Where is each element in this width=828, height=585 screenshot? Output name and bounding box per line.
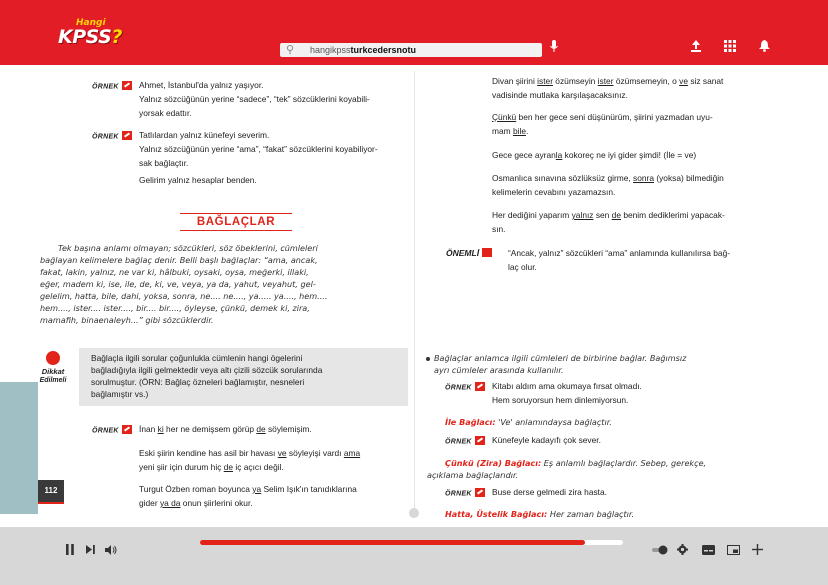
example-line: Hem soruyorsun hem dinlemiyorsun. xyxy=(492,395,629,405)
underlined-word: bile xyxy=(512,126,526,136)
ornek-text: ÖRNEK xyxy=(92,83,119,91)
book-page xyxy=(0,65,828,527)
text: yeni şiir için durum hiç xyxy=(139,462,224,472)
text: (yoksa) bilmediğin xyxy=(654,173,724,183)
rule-text: 'Ve' anlamındaysa bağlaçtır. xyxy=(495,417,612,427)
logo-mark: ? xyxy=(111,26,122,48)
text: ben her gece seni düşünürüm, şiirini yazmadan uyu- xyxy=(516,112,713,122)
search-bar[interactable] xyxy=(280,43,542,57)
rule-line xyxy=(445,458,706,470)
underlined-word: sonra xyxy=(633,173,654,183)
ornek-label xyxy=(92,132,132,141)
note-line: Bağlaçla ilgili sorular çoğunlukla cümlenin hangi ögelerini xyxy=(91,353,303,363)
underlined-word: ve xyxy=(679,76,688,86)
text: Eski şiirin kendine has asil bir havası xyxy=(139,448,278,458)
rule-text: Eş anlamlı bağlaçlardır. Sebep, gerekçe, xyxy=(541,458,707,468)
rule-line: açıklama bağlaçlarıdır. xyxy=(427,470,519,480)
paragraph-line: eğer, madem ki, ise, ile, de, ki, ve, veya, ya da, yahut, veyahut, gel- xyxy=(40,279,316,289)
example-line xyxy=(492,125,528,138)
rule-heading: İle Bağlacı: xyxy=(445,417,496,427)
example-line: vadisinde mutlaka karşılaşacaksınız. xyxy=(492,90,628,100)
dikkat-badge xyxy=(32,351,74,385)
ornek-text: ÖRNEK xyxy=(445,490,472,498)
paragraph-line: gelelim, hatta, bile, dahi, yoksa, sonra, ne.... ne...., ya..... ya...., hem.... xyxy=(40,291,328,301)
example-line: Künefeyle kadayıfı çok sever. xyxy=(492,435,601,445)
underlined-word: ki xyxy=(157,424,164,434)
text: . xyxy=(525,126,529,136)
example-line xyxy=(492,172,724,185)
example-line xyxy=(139,483,357,496)
text: söylemişim. xyxy=(265,424,312,434)
text: her ne demişsem görüp xyxy=(163,424,257,434)
example-line xyxy=(492,149,696,162)
onemli-line: “Ancak, yalnız” sözcükleri “ama” anlamında kullanılırsa bağ- xyxy=(508,248,731,258)
example-line xyxy=(139,423,312,436)
text: özümseyin xyxy=(552,76,598,86)
example-line: sın. xyxy=(492,224,506,234)
underlined-word: de xyxy=(256,424,266,434)
example-line: Tatlılardan yalnız künefeyi severim. xyxy=(139,130,270,140)
logo-main xyxy=(58,26,122,48)
example-line xyxy=(139,461,284,474)
text: söyleyişi vardı xyxy=(286,448,344,458)
page-divider-handle[interactable] xyxy=(409,508,419,518)
subtitles-icon[interactable] xyxy=(702,544,715,559)
text: benim dediklerimi yapacak- xyxy=(621,210,725,220)
page-number-accent xyxy=(38,502,64,504)
pause-icon[interactable] xyxy=(66,544,74,559)
underlined-word: la xyxy=(555,150,563,160)
text: iç açıcı değil. xyxy=(233,462,284,472)
example-line: Ahmet, İstanbul'da yalnız yaşıyor. xyxy=(139,80,264,90)
example-line: yorsak edattır. xyxy=(139,108,192,118)
text: özümsemeyin, o xyxy=(613,76,680,86)
logo[interactable] xyxy=(58,18,128,52)
underlined-word: yalnız xyxy=(571,210,594,220)
onemli-text: ÖNEMLİ xyxy=(446,248,480,258)
autoplay-toggle[interactable] xyxy=(652,544,668,559)
example-line: kelimelerin cevabını yazamazsın. xyxy=(492,187,616,197)
underlined-word: de xyxy=(611,210,621,220)
underlined-word: ya xyxy=(252,484,262,494)
progress-fill xyxy=(200,540,585,545)
text: onun şiirlerini okur. xyxy=(180,498,253,508)
miniplayer-icon[interactable] xyxy=(727,544,740,559)
page-number: 112 xyxy=(38,480,64,502)
pencil-icon xyxy=(122,131,132,140)
onemli-label xyxy=(446,248,492,258)
pencil-icon xyxy=(475,382,485,391)
underlined-word: ve xyxy=(277,448,287,458)
heart-icon xyxy=(482,248,492,257)
top-bar xyxy=(0,0,828,65)
page-side-strip xyxy=(0,382,38,514)
player-controls xyxy=(0,527,828,585)
ornek-label xyxy=(445,383,485,392)
text: siz sanat xyxy=(688,76,724,86)
paragraph-line: hem...., ister.... ister...., bir.... bir...., öyleyse, çünkü, demek ki, zira, xyxy=(40,303,310,313)
example-line: Kitabı aldım ama okumaya fırsat olmadı. xyxy=(492,381,642,391)
text: Gece gece ayran xyxy=(492,150,556,160)
edilmeli-word: Edilmeli xyxy=(39,377,67,384)
section-title: BAĞLAÇLAR xyxy=(180,216,292,231)
rule-heading: Hatta, Üstelik Bağlacı: xyxy=(445,509,548,519)
grid-icon[interactable] xyxy=(724,40,736,55)
fullscreen-icon[interactable] xyxy=(752,544,763,559)
note-line: bağlamıştır vs.) xyxy=(91,389,149,399)
text: gider xyxy=(139,498,160,508)
example-line: Yalnız sözcüğünün yerine “ama”, “fakat” sözcüklerini koyabiliyor- xyxy=(139,144,378,154)
paragraph-line: mamafih, binaenaleyh...” gibi sözcüklerdir. xyxy=(40,315,214,325)
text: Osmanlıca sınavına sözlüksüz girme, xyxy=(492,173,634,183)
rule-text: Her zaman bağlaçtır. xyxy=(547,509,635,519)
example-line: Yalnız sözcüğünün yerine “sadece”, “tek” sözcüklerini koyabili- xyxy=(139,94,370,104)
text: Divan şiirini xyxy=(492,76,538,86)
example-line: Buse derse gelmedi zira hasta. xyxy=(492,487,607,497)
volume-icon[interactable] xyxy=(105,544,117,559)
paragraph-line: bağlayan kelimelere bağlaç denir. Belli başlı bağlaçlar: “ama, ancak, xyxy=(40,255,318,265)
search-input[interactable] xyxy=(310,43,416,57)
underlined-word: ama xyxy=(343,448,361,458)
underlined-word: Çünkü xyxy=(492,112,517,122)
example-line xyxy=(139,447,360,460)
pencil-icon xyxy=(475,488,485,497)
text: kokoreç ne iyi gider şimdi! (İle = ve) xyxy=(562,150,697,160)
ornek-text: ÖRNEK xyxy=(92,427,119,435)
page-divider xyxy=(414,71,415,511)
rule-heading: Çünkü (Zira) Bağlacı: xyxy=(445,458,542,468)
logo-main-text: KPSS xyxy=(58,26,112,48)
onemli-line: laç olur. xyxy=(508,262,537,272)
next-icon[interactable] xyxy=(86,544,95,558)
bullet-line: ayrı cümleler arasında kullanılır. xyxy=(434,365,564,375)
logo-small: Hangi xyxy=(76,18,106,28)
example-line: sak bağlaçtır. xyxy=(139,158,189,168)
pencil-icon xyxy=(475,436,485,445)
text: mam xyxy=(492,126,513,136)
bullet-line: Bağlaçlar anlamca ilgili cümleleri de birbirine bağlar. Bağımsız xyxy=(434,353,687,363)
pencil-icon xyxy=(122,425,132,434)
bell-icon[interactable] xyxy=(759,40,770,55)
dikkat-word: Dikkat xyxy=(41,367,65,376)
note-line: bağladığıyla ilgili gelmektedir veya altı çizili sözcük sorularında xyxy=(91,365,323,375)
ornek-label xyxy=(445,489,485,498)
example-line xyxy=(492,111,713,124)
example-line xyxy=(492,75,723,88)
search-prefix: hangikpss xyxy=(310,45,351,55)
bullet-dot xyxy=(426,357,430,361)
search-icon: ⚲ xyxy=(286,44,295,56)
underlined-word: ya da xyxy=(159,498,181,508)
paragraph-line: fakat, lakin, yalnız, ne var ki, hâlbuki, oysaki, oysa, meğerki, illaki, xyxy=(40,267,309,277)
underlined-word: ister xyxy=(537,76,553,86)
rule-line xyxy=(445,509,634,521)
text: Turgut Özben roman boyunca xyxy=(139,484,253,494)
ornek-text: ÖRNEK xyxy=(445,384,472,392)
text: Her dediğini yaparım xyxy=(492,210,572,220)
pencil-icon xyxy=(122,81,132,90)
ornek-label xyxy=(92,426,132,435)
underlined-word: de xyxy=(223,462,234,472)
progress-bar[interactable] xyxy=(200,540,623,545)
note-line: sorulmuştur. (ÖRN: Bağlaç özneleri bağlamıştır, nesneleri xyxy=(91,377,305,387)
ornek-label xyxy=(92,82,132,91)
example-line: Gelirim yalnız hesaplar benden. xyxy=(139,175,257,185)
alarm-icon xyxy=(46,351,60,365)
text: Selim Işık'ın tanıdıklarına xyxy=(261,484,357,494)
ornek-text: ÖRNEK xyxy=(92,133,119,141)
settings-icon[interactable] xyxy=(677,544,688,559)
ornek-text: ÖRNEK xyxy=(445,438,472,446)
example-line xyxy=(492,209,725,222)
text: İnan xyxy=(139,424,158,434)
paragraph-line: Tek başına anlamı olmayan; sözcükleri, söz öbeklerini, cümleleri xyxy=(58,243,318,253)
microphone-icon[interactable] xyxy=(550,40,558,56)
rule-line xyxy=(445,417,612,429)
text: sen xyxy=(593,210,612,220)
upload-icon[interactable] xyxy=(691,40,701,55)
example-line xyxy=(139,497,253,510)
underlined-word: ister xyxy=(597,76,614,86)
search-bold: turkcedersnotu xyxy=(350,45,417,55)
ornek-label xyxy=(445,437,485,446)
